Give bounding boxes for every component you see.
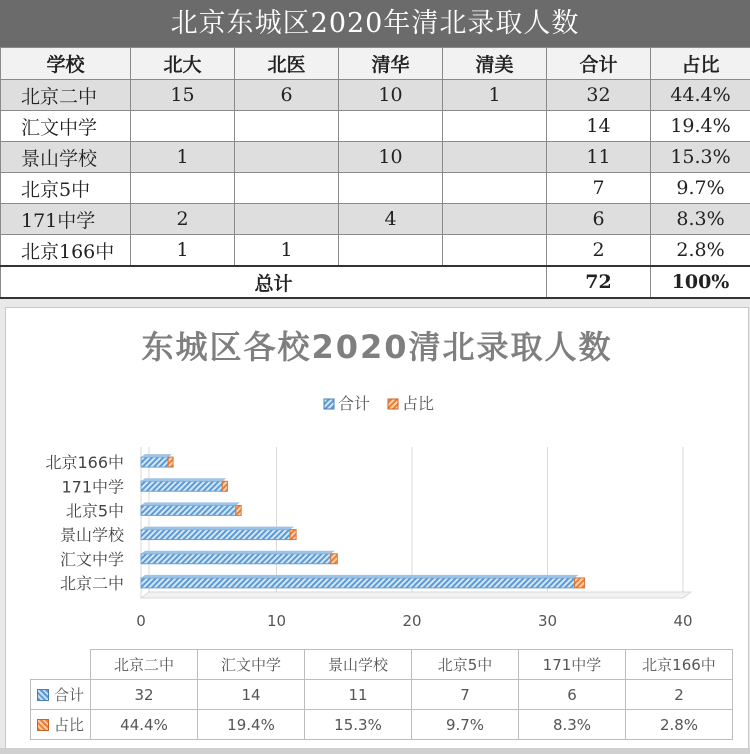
- table-cell[interactable]: 32: [547, 80, 651, 111]
- y-category-label: 北京5中: [65, 501, 124, 521]
- table-cell[interactable]: 19.4%: [651, 111, 750, 142]
- column-header[interactable]: 合计: [547, 48, 651, 80]
- chart-floor: [141, 592, 691, 598]
- table-cell[interactable]: 14: [547, 111, 651, 142]
- table-cell[interactable]: 7: [547, 173, 651, 204]
- data-table-category: 景山学校: [305, 650, 412, 680]
- bar-percent[interactable]: [575, 578, 585, 588]
- sheet-title: 北京东城区2020年清北录取人数: [0, 0, 750, 47]
- table-cell[interactable]: 景山学校: [1, 142, 131, 173]
- table-cell[interactable]: 1: [443, 80, 547, 111]
- x-tick-label: 0: [136, 612, 146, 630]
- data-table-header: [31, 650, 733, 680]
- bar-total-top: [141, 454, 172, 457]
- table-cell[interactable]: [443, 111, 547, 142]
- legend-key-total-icon: [37, 689, 49, 701]
- table-cell[interactable]: 6: [235, 80, 339, 111]
- table-cell[interactable]: 1: [131, 235, 235, 267]
- y-category-label: 景山学校: [59, 525, 124, 545]
- table-cell[interactable]: 北京二中: [1, 80, 131, 111]
- table-cell[interactable]: [235, 142, 339, 173]
- data-table-series-label: 合计: [54, 686, 85, 704]
- total-label[interactable]: 总计: [1, 266, 547, 298]
- table-cell[interactable]: [235, 173, 339, 204]
- table-row: [1, 235, 750, 267]
- bar-total-top: [141, 551, 335, 554]
- total-percent[interactable]: 100%: [651, 266, 750, 298]
- column-header[interactable]: 清美: [443, 48, 547, 80]
- data-table-category: 北京166中: [626, 650, 733, 680]
- x-tick-label: 40: [673, 612, 693, 630]
- table-cell[interactable]: [339, 235, 443, 267]
- data-table-cell: 11: [305, 680, 412, 710]
- column-header[interactable]: 北医: [235, 48, 339, 80]
- table-cell[interactable]: 2: [547, 235, 651, 267]
- data-table-row-percent: [31, 710, 733, 740]
- bar-percent[interactable]: [168, 457, 173, 467]
- table-cell[interactable]: 171中学: [1, 204, 131, 235]
- table-cell[interactable]: 北京5中: [1, 173, 131, 204]
- total-row: [1, 266, 750, 298]
- bar-total-top: [141, 575, 579, 578]
- table-cell[interactable]: [443, 204, 547, 235]
- table-row: [1, 142, 750, 173]
- legend-label-total: 合计: [338, 394, 371, 413]
- bar-total-top: [141, 478, 226, 481]
- table-cell[interactable]: 8.3%: [651, 204, 750, 235]
- data-table-cell: 32: [91, 680, 198, 710]
- data-table-series-total: [31, 680, 91, 710]
- legend-key-total: [324, 399, 334, 409]
- table-cell[interactable]: 1: [131, 142, 235, 173]
- table-cell[interactable]: [339, 111, 443, 142]
- chart-data-table: [30, 649, 733, 740]
- table-cell[interactable]: 15: [131, 80, 235, 111]
- data-table-series-label: 占比: [54, 716, 85, 734]
- table-cell[interactable]: 2.8%: [651, 235, 750, 267]
- data-table-cell: 6: [519, 680, 626, 710]
- data-table-cell: 8.3%: [519, 710, 626, 740]
- bar-total[interactable]: [141, 505, 236, 515]
- y-category-label: 北京166中: [45, 453, 124, 473]
- x-tick-label: 10: [266, 612, 287, 630]
- table-cell[interactable]: [443, 173, 547, 204]
- enrollment-table: [0, 47, 750, 299]
- table-cell[interactable]: 1: [235, 235, 339, 267]
- legend-label-percent: 占比: [402, 394, 435, 413]
- data-table-category: 汇文中学: [198, 650, 305, 680]
- total-count[interactable]: 72: [547, 266, 651, 298]
- bar-total[interactable]: [141, 530, 290, 540]
- data-table-cell: 9.7%: [412, 710, 519, 740]
- table-cell[interactable]: 9.7%: [651, 173, 750, 204]
- column-header[interactable]: 北大: [131, 48, 235, 80]
- legend-key-percent: [388, 399, 398, 409]
- x-tick-label: 20: [402, 612, 422, 630]
- bar-total[interactable]: [141, 481, 222, 491]
- plot-area: [45, 447, 692, 630]
- bar-percent[interactable]: [331, 554, 338, 564]
- data-table-cell: 2.8%: [626, 710, 733, 740]
- table-header-row: [1, 48, 750, 80]
- data-table-category: 171中学: [519, 650, 626, 680]
- bar-percent[interactable]: [236, 505, 241, 515]
- table-row: [1, 80, 750, 111]
- table-cell[interactable]: [131, 111, 235, 142]
- data-table-corner: [31, 650, 91, 680]
- table-cell[interactable]: 44.4%: [651, 80, 750, 111]
- table-cell[interactable]: [131, 173, 235, 204]
- table-cell[interactable]: [235, 204, 339, 235]
- table-row: [1, 173, 750, 204]
- x-tick-label: 30: [537, 612, 558, 630]
- data-table-series-percent: [31, 710, 91, 740]
- column-header[interactable]: 占比: [651, 48, 750, 80]
- table-cell[interactable]: 汇文中学: [1, 111, 131, 142]
- table-cell[interactable]: 11: [547, 142, 651, 173]
- table-cell[interactable]: 15.3%: [651, 142, 750, 173]
- data-table-cell: 19.4%: [198, 710, 305, 740]
- column-header[interactable]: 学校: [1, 48, 131, 80]
- data-table-category: 北京二中: [91, 650, 198, 680]
- table-cell[interactable]: 10: [339, 142, 443, 173]
- table-cell[interactable]: 10: [339, 80, 443, 111]
- bar-percent[interactable]: [222, 481, 227, 491]
- table-cell[interactable]: 4: [339, 204, 443, 235]
- table-cell[interactable]: [443, 235, 547, 267]
- data-table-cell: 44.4%: [91, 710, 198, 740]
- chart-area[interactable]: [5, 307, 749, 753]
- data-table-category: 北京5中: [412, 650, 519, 680]
- table-cell[interactable]: 2: [131, 204, 235, 235]
- table-cell[interactable]: [443, 142, 547, 173]
- legend-key-percent-icon: [37, 719, 49, 731]
- y-category-label: 171中学: [61, 477, 124, 497]
- chart-legend[interactable]: [324, 394, 434, 413]
- table-row: [1, 204, 750, 235]
- sheet-tab-strip[interactable]: [0, 748, 750, 754]
- bar-total[interactable]: [141, 457, 168, 467]
- bar-percent[interactable]: [290, 530, 296, 540]
- data-table-cell: 7: [412, 680, 519, 710]
- table-cell[interactable]: [339, 173, 443, 204]
- data-table-cell: 2: [626, 680, 733, 710]
- bar-total[interactable]: [141, 554, 331, 564]
- chart-title: 东城区各校2020清北录取人数: [141, 328, 613, 366]
- y-category-label: 汇文中学: [59, 549, 124, 569]
- bar-total-top: [141, 502, 240, 505]
- data-table-cell: 15.3%: [305, 710, 412, 740]
- bar-total[interactable]: [141, 578, 575, 588]
- bar-total-top: [141, 527, 294, 530]
- y-category-label: 北京二中: [59, 573, 124, 593]
- data-table-cell: 14: [198, 680, 305, 710]
- table-row: [1, 111, 750, 142]
- data-table-row-total: [31, 680, 733, 710]
- table-cell[interactable]: 6: [547, 204, 651, 235]
- table-cell[interactable]: [235, 111, 339, 142]
- column-header[interactable]: 清华: [339, 48, 443, 80]
- table-cell[interactable]: 北京166中: [1, 235, 131, 267]
